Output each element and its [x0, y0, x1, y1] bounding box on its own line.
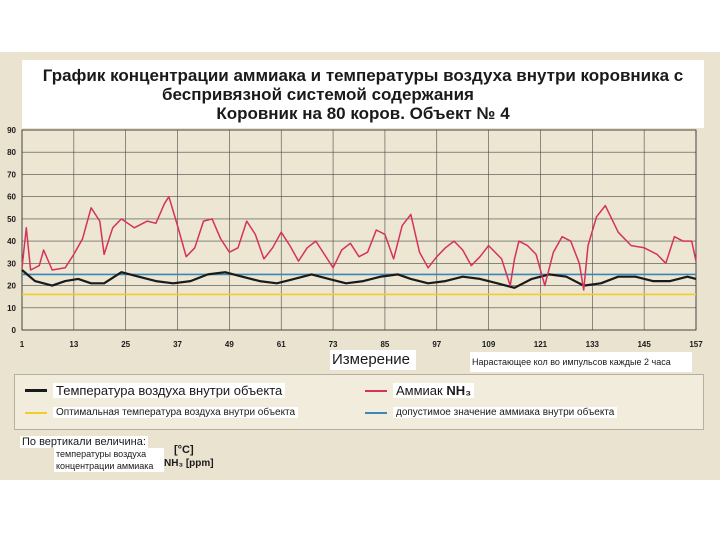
- x-tick-label: 109: [481, 340, 496, 349]
- y-tick-label: 40: [7, 237, 16, 247]
- y-tick-label: 60: [7, 192, 16, 202]
- x-tick-label: 97: [432, 340, 442, 349]
- line-chart: [0, 120, 720, 360]
- chart-title: [22, 60, 704, 128]
- y-tick-label: 70: [7, 170, 16, 180]
- vertical-note-labels: [54, 448, 164, 472]
- y-tick-label: 50: [7, 214, 16, 224]
- legend-item-ammonia: [365, 383, 474, 398]
- y-tick-label: 80: [7, 148, 16, 158]
- x-axis-note-box: [470, 352, 692, 372]
- vertical-note-ammonia-unit: NH₃ [ppm]: [164, 458, 214, 469]
- x-tick-label: 73: [328, 340, 338, 349]
- x-axis-note: Нарастающее кол во импульсов каждые 2 часа: [472, 357, 671, 367]
- legend-label-ammonia: [393, 383, 474, 398]
- vertical-note-temp-unit: [°C]: [174, 444, 194, 456]
- legend-swatch-allowed: [365, 412, 387, 414]
- title-line-2: беспривязной системой содержания: [162, 85, 474, 104]
- legend-label-optimal: Оптимальная температура воздуха внутри объекта: [53, 407, 298, 418]
- vertical-note-temp-label: температуры воздуха: [56, 449, 147, 459]
- y-tick-label: 20: [7, 281, 16, 291]
- x-tick-label: 25: [121, 340, 131, 349]
- legend-label-ammonia-formula: NH₃: [446, 383, 472, 398]
- legend-item-optimal: [25, 407, 298, 418]
- x-tick-label: 37: [173, 340, 182, 349]
- x-tick-label: 157: [689, 340, 703, 349]
- y-tick-label: 30: [7, 259, 16, 269]
- x-axis-label-box: [330, 350, 416, 370]
- x-tick-label: 85: [380, 340, 390, 349]
- x-tick-label: 121: [533, 340, 548, 349]
- y-tick-label: 10: [7, 303, 16, 313]
- x-tick-label: 61: [276, 340, 286, 349]
- legend-swatch-temp: [25, 389, 47, 392]
- y-tick-label: 0: [11, 326, 16, 335]
- legend-swatch-ammonia: [365, 390, 387, 392]
- x-tick-label: 13: [69, 340, 79, 349]
- x-tick-label: 145: [637, 340, 651, 349]
- vertical-note-ammonia-label: концентрации аммиака: [56, 461, 154, 471]
- legend-label-allowed: допустимое значение аммиака внутри объекта: [393, 407, 617, 418]
- legend-item-temp: [25, 383, 285, 398]
- x-tick-label: 133: [585, 340, 599, 349]
- legend-label-temp: Температура воздуха внутри объекта: [53, 383, 285, 398]
- vertical-note-title: По вертикали величина:: [22, 436, 146, 448]
- plot-area: [22, 130, 696, 330]
- x-tick-label: 1: [19, 340, 25, 349]
- x-tick-label: 49: [224, 340, 234, 349]
- title-line-1: График концентрации аммиака и температуры воздуха внутри коровника с: [42, 66, 684, 85]
- y-tick-label: 90: [7, 126, 16, 135]
- title-line-3: Коровник на 80 коров. Объект № 4: [216, 104, 510, 123]
- x-axis-label: Измерение: [332, 351, 411, 368]
- legend-swatch-optimal: [25, 412, 47, 414]
- chart-legend: [14, 374, 704, 430]
- legend-label-ammonia-text: Аммиак: [396, 383, 443, 398]
- legend-item-allowed: [365, 407, 617, 418]
